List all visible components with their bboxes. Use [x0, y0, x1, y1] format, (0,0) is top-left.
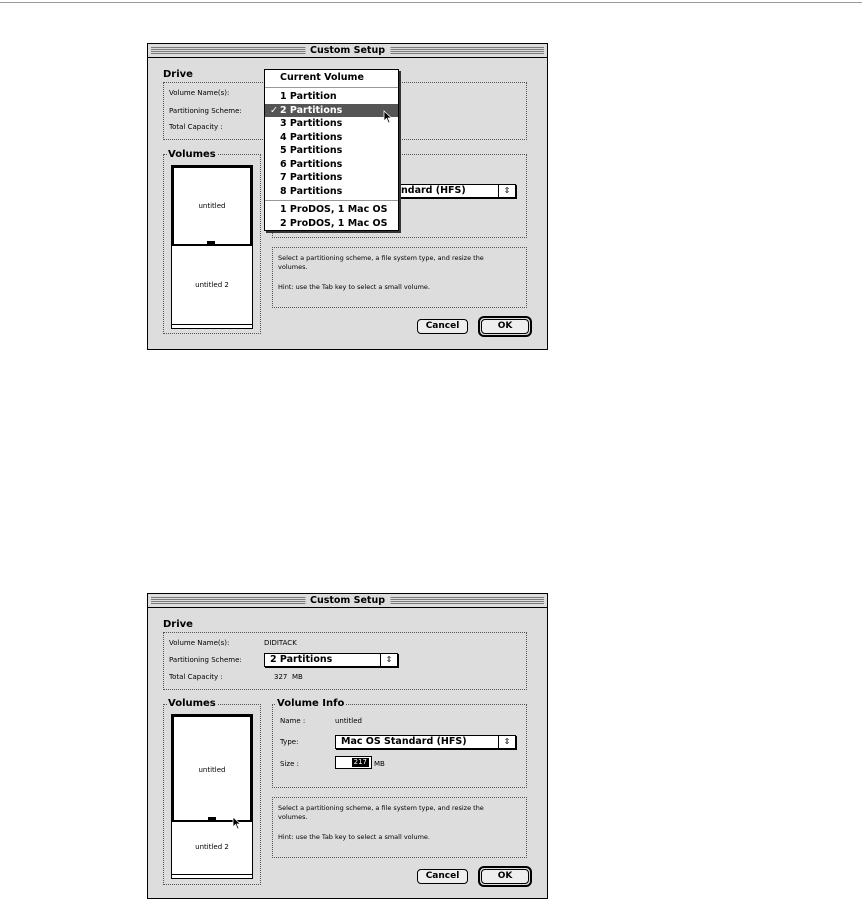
drive-heading: Drive — [163, 69, 193, 80]
window-title: Custom Setup — [305, 45, 390, 57]
cancel-button[interactable]: Cancel — [417, 319, 468, 334]
checkmark-icon: ✓ — [270, 104, 278, 116]
volume-block-1[interactable] — [172, 715, 252, 822]
title-bar[interactable] — [148, 44, 547, 58]
type-popup-partial-value: ndard (HFS) — [401, 185, 466, 196]
resize-handle[interactable] — [207, 241, 215, 246]
type-popup-value: Mac OS Standard (HFS) — [341, 736, 467, 747]
volumes-map[interactable] — [171, 165, 253, 329]
resize-handle[interactable] — [208, 817, 216, 822]
menu-item-8-partitions[interactable]: 8 Partitions — [280, 185, 343, 197]
name-label: Name : — [280, 717, 306, 725]
size-value: 217 — [353, 758, 367, 766]
scheme-popup-value: 2 Partitions — [270, 654, 333, 665]
ok-button[interactable]: OK — [481, 869, 529, 884]
volumes-map[interactable] — [171, 714, 253, 879]
volume-name-1: untitled — [198, 202, 226, 210]
hint-line-3: Hint: use the Tab key to select a small volume. — [278, 283, 430, 291]
capacity-label: Total Capacity : — [169, 123, 223, 131]
window-title: Custom Setup — [305, 595, 390, 607]
hint-line-3: Hint: use the Tab key to select a small volume. — [278, 833, 430, 841]
volume-block-1[interactable] — [172, 166, 252, 246]
popup-arrows-icon: ⇕ — [380, 654, 397, 666]
type-label: Type: — [280, 738, 299, 746]
popup-arrows-icon: ⇕ — [498, 736, 515, 748]
volume-name-2[interactable]: untitled 2 — [195, 281, 229, 289]
scheme-label: Partitioning Scheme: — [169, 656, 242, 664]
page-rule — [0, 2, 862, 3]
volume-names-label: Volume Name(s): — [169, 639, 230, 647]
name-value: untitled — [335, 717, 363, 725]
volume-name-1: untitled — [198, 766, 226, 774]
size-unit: MB — [374, 760, 385, 768]
custom-setup-window — [147, 593, 548, 899]
menu-item-2-prodos[interactable]: 2 ProDOS, 1 Mac OS — [280, 217, 388, 229]
arrow-cursor-icon — [383, 110, 393, 124]
size-field[interactable] — [335, 756, 372, 769]
volume-names-value: DIDITACK — [264, 639, 297, 647]
volumes-heading: Volumes — [168, 149, 216, 160]
hint-line-1: Select a partitioning scheme, a file system type, and resize the — [278, 804, 484, 812]
menu-item-4-partitions[interactable]: 4 Partitions — [280, 131, 343, 143]
menu-header-current-volume[interactable]: Current Volume — [280, 72, 364, 83]
capacity-value: 327 — [274, 673, 288, 681]
hint-line-2: volumes. — [278, 813, 308, 821]
menu-item-3-partitions[interactable]: 3 Partitions — [280, 118, 343, 129]
cancel-button[interactable]: Cancel — [417, 869, 468, 884]
capacity-unit: MB — [292, 673, 303, 681]
volume-baseline — [172, 874, 252, 875]
scheme-label: Partitioning Scheme: — [169, 107, 242, 115]
volumes-heading: Volumes — [168, 698, 216, 709]
hint-line-1: Select a partitioning scheme, a file system type, and resize the — [278, 254, 484, 262]
menu-item-7-partitions[interactable]: 7 Partitions — [280, 172, 343, 183]
volume-name-2[interactable]: untitled 2 — [195, 843, 229, 851]
type-popup-partial[interactable] — [398, 184, 516, 198]
arrow-cursor-icon — [232, 816, 242, 830]
menu-item-2-partitions-label: 2 Partitions — [280, 104, 343, 116]
menu-item-2-partitions[interactable] — [265, 104, 398, 118]
partition-scheme-menu[interactable] — [264, 69, 399, 231]
type-popup[interactable] — [335, 735, 516, 749]
menu-item-5-partitions[interactable]: 5 Partitions — [280, 145, 343, 156]
title-bar[interactable] — [148, 594, 547, 608]
menu-separator — [265, 87, 398, 88]
menu-item-1-prodos[interactable]: 1 ProDOS, 1 Mac OS — [280, 204, 388, 215]
volume-baseline — [172, 324, 252, 325]
hint-line-2: volumes. — [278, 263, 308, 271]
popup-arrows-icon: ⇕ — [498, 185, 515, 197]
scheme-popup[interactable] — [264, 653, 398, 667]
menu-separator — [265, 200, 398, 201]
menu-item-1-partition[interactable]: 1 Partition — [280, 91, 337, 102]
volume-info-heading: Volume Info — [277, 698, 345, 709]
menu-item-6-partitions[interactable]: 6 Partitions — [280, 158, 343, 170]
capacity-label: Total Capacity : — [169, 673, 223, 681]
size-label: Size : — [280, 760, 299, 768]
drive-heading: Drive — [163, 619, 193, 630]
ok-button[interactable]: OK — [481, 319, 529, 334]
volume-names-label: Volume Name(s): — [169, 89, 230, 97]
